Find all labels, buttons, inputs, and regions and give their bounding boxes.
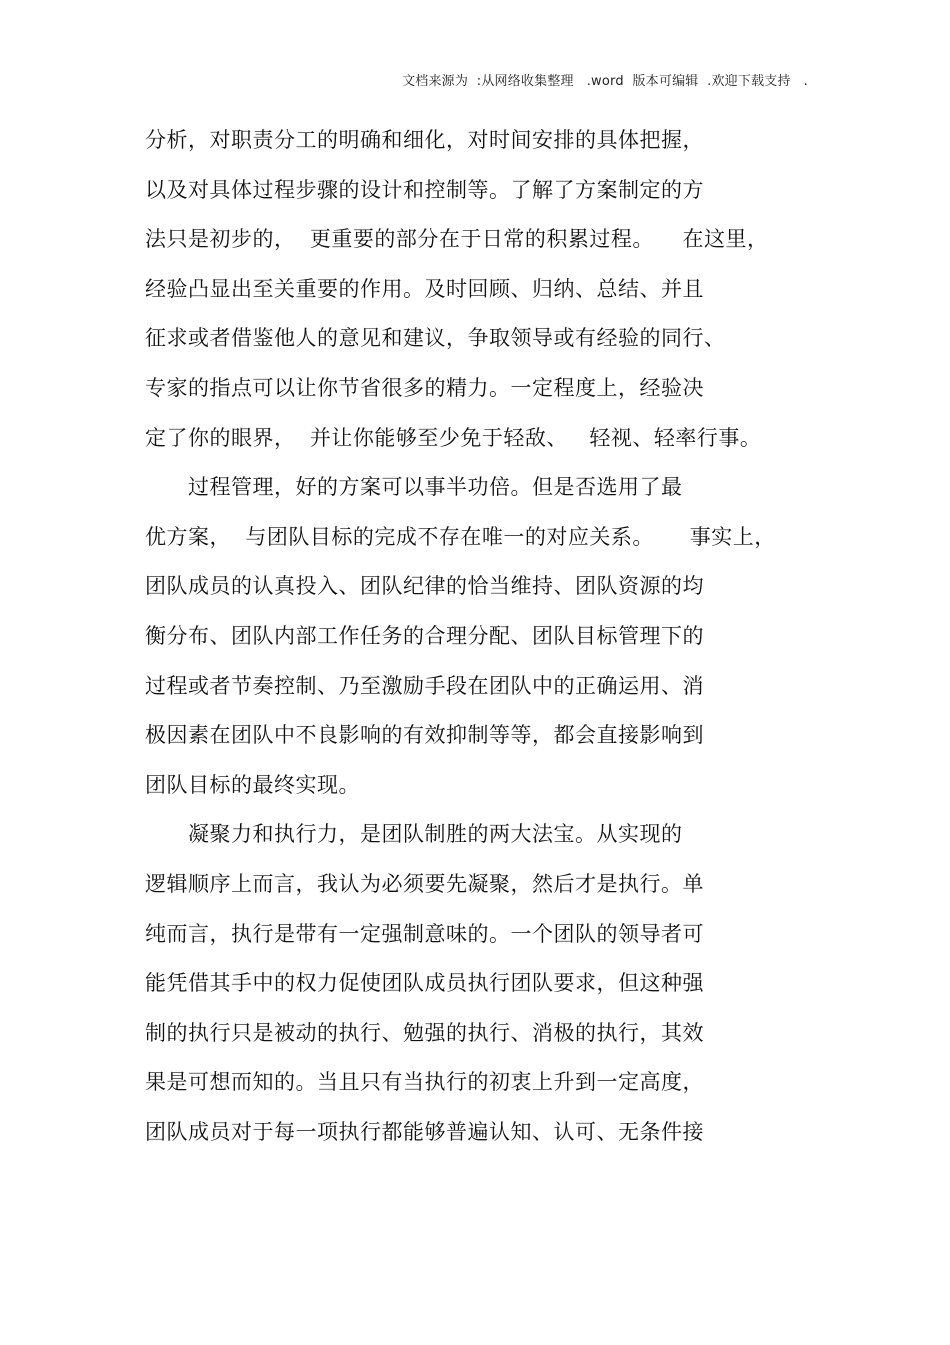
text-line: 以及对具体过程步骤的设计和控制等。了解了方案制定的方: [145, 177, 704, 202]
text-line: 衡分布、团队内部工作任务的合理分配、团队目标管理下的: [145, 623, 704, 648]
text-line: 团队目标的最终实现。: [145, 772, 360, 797]
text-line: 征求或者借鉴他人的意见和建议，争取领导或有经验的同行、: [145, 326, 726, 351]
text-line: 法只是初步的， 更重要的部分在于日常的积累过程。 在这里，: [145, 227, 769, 252]
text-line: 逻辑顺序上而言，我认为必须要先凝聚，然后才是执行。单: [145, 871, 704, 896]
text-line: 专家的指点可以让你节省很多的精力。一定程度上，经验决: [145, 375, 704, 400]
text-line: 团队成员的认真投入、团队纪律的恰当维持、团队资源的均: [145, 574, 704, 599]
text-line: 分析，对职责分工的明确和细化，对时间安排的具体把握，: [145, 128, 704, 152]
page-header: 文档来源为 :从网络收集整理 .word 版本可编辑 .欢迎下载支持 .: [402, 74, 808, 89]
text-line: 纯而言，执行是带有一定强制意味的。一个团队的领导者可: [145, 921, 704, 946]
text-line: 定了你的眼界， 并让你能够至少免于轻敌、 轻视、轻率行事。: [145, 425, 762, 450]
text-line: 优方案， 与团队目标的完成不存在唯一的对应关系。 事实上，: [145, 524, 776, 549]
text-line: 极因素在团队中不良影响的有效抑制等等，都会直接影响到: [145, 723, 704, 748]
text-line: 能凭借其手中的权力促使团队成员执行团队要求，但这种强: [145, 971, 704, 996]
text-line: 过程管理，好的方案可以事半功倍。但是否选用了最: [145, 475, 683, 500]
document-body: [145, 122, 825, 1163]
text-line: 制的执行只是被动的执行、勉强的执行、消极的执行，其效: [145, 1020, 704, 1045]
text-line: 凝聚力和执行力，是团队制胜的两大法宝。从实现的: [145, 822, 683, 847]
text-line: 果是可想而知的。当且只有当执行的初衷上升到一定高度，: [145, 1070, 704, 1095]
text-line: 经验凸显出至关重要的作用。及时回顾、归纳、总结、并且: [145, 276, 704, 301]
text-line: 团队成员对于每一项执行都能够普遍认知、认可、无条件接: [145, 1119, 704, 1144]
text-line: 过程或者节奏控制、乃至激励手段在团队中的正确运用、消: [145, 673, 704, 698]
